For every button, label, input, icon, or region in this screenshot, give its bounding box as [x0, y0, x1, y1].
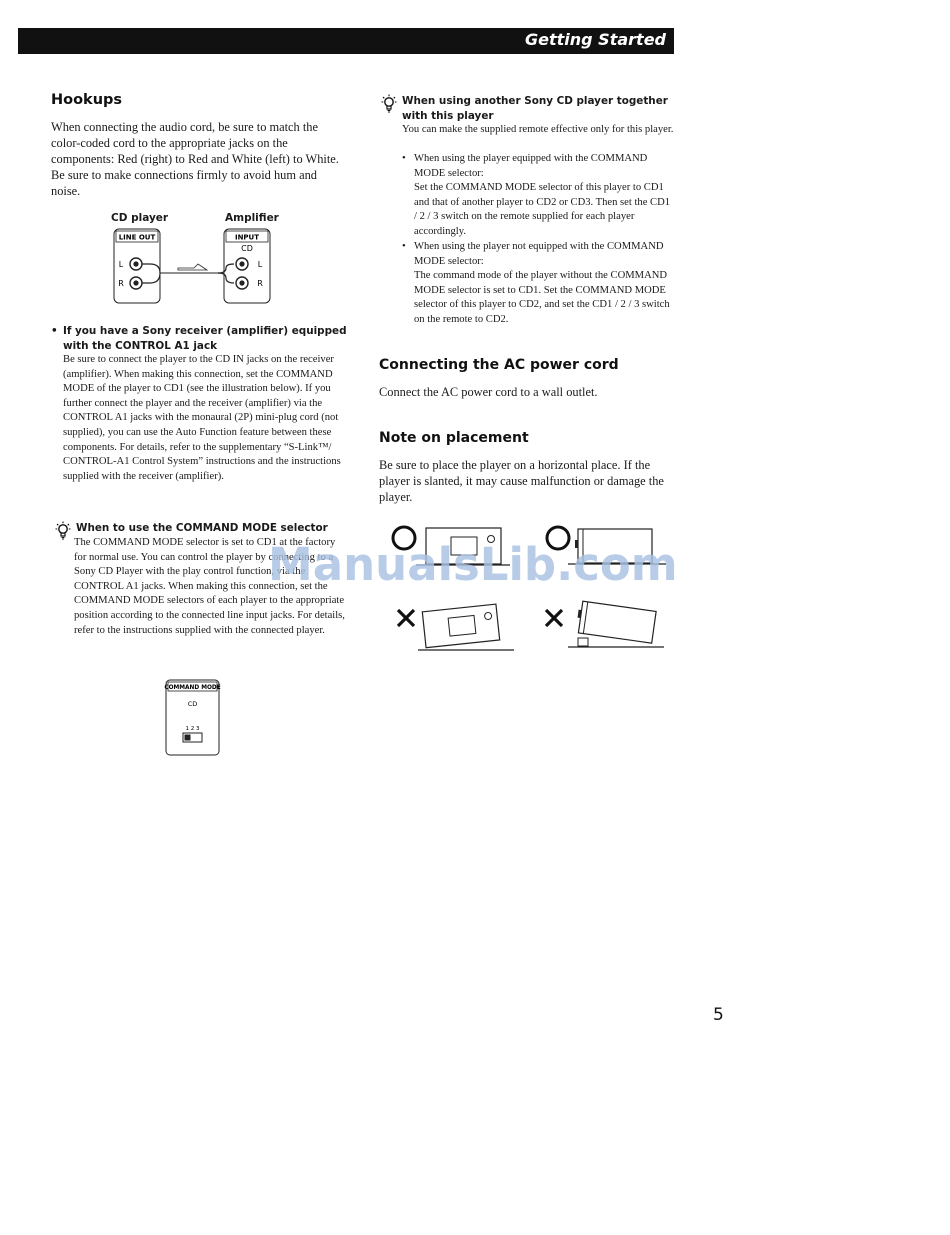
hookups-heading: Hookups	[51, 92, 123, 108]
another-player-heading: When using another Sony CD player together with this player	[402, 95, 668, 122]
header-bar	[18, 28, 674, 54]
line-out-label: LINE OUT	[118, 233, 156, 242]
command-mode-selector-illustration	[164, 678, 222, 758]
receiver-body: Be sure to connect the player to the CD IN jacks on the receiver (amplifier). When making this connection, set the COMMAND MODE of the player to CD1 (see the illustration below). If you further connect the player and the receiver (amplifier) via the CONTROL A1 jacks with the monaural (2P) mini-plug cord (not supplied), you can use the Auto Function feature between these components. For details, refer to the supplementary “S-Link™/ CONTROL-A1 Control System” instructions and the instructions supplied with the receiver (amplifier).	[63, 354, 341, 482]
left-channel-label: L	[118, 260, 124, 269]
ac-power-body: Connect the AC power cord to a wall outlet.	[379, 385, 598, 399]
hookups-intro: When connecting the audio cord, be sure to match the color-coded cord to the appropriate jacks on the components: Red (right) to Red and White (left) to White. Be sure to make connections firmly to avoid hum and noise.	[51, 120, 339, 198]
amplifier-label: Amplifier	[225, 212, 279, 224]
placement-heading: Note on placement	[379, 430, 529, 446]
command-mode-tip-body: The COMMAND MODE selector is set to CD1 at the factory for normal use. You can control the player by connecting to a Sony CD Player with the play control function, via the CONTROL A1 jacks. When making this connection, set the COMMAND MODE selectors of each player to the appropriate position according to the connected line input jacks. For details, refer to the instructions supplied with the connected player.	[74, 537, 345, 636]
right-channel-label: R	[118, 279, 124, 288]
selector-switch-knob	[185, 735, 191, 741]
lightbulb-tip-icon	[55, 521, 71, 541]
bullet-1-text: Set the COMMAND MODE selector of this player to CD1 and that of another player to CD2 or CD3. Then set the CD1 / 2 / 3 switch on the remote supplied for each player accordingly.	[414, 182, 671, 237]
another-player-bullet-1	[402, 152, 674, 240]
cd-player-label: CD player	[111, 212, 169, 224]
incorrect-mark-icon	[398, 610, 414, 626]
input-label: INPUT	[234, 233, 260, 242]
selector-cd-label: CD	[187, 700, 198, 708]
receiver-heading: • If you have a Sony receiver (amplifier) equipped with the CONTROL A1 jack	[51, 324, 363, 353]
another-player-intro: You can make the supplied remote effective only for this player.	[402, 124, 674, 135]
amp-right-label: R	[257, 279, 263, 288]
placement-body: Be sure to place the player on a horizontal place. If the player is slanted, it may cause malfunction or damage the player.	[379, 458, 664, 504]
bullet-1-lead: • When using the player equipped with the COMMAND MODE selector:	[402, 152, 674, 181]
another-player-bullet-2	[402, 240, 678, 328]
selector-positions: 1 2 3	[185, 726, 200, 732]
ac-power-heading: Connecting the AC power cord	[379, 357, 619, 373]
incorrect-mark-icon	[546, 610, 562, 626]
signal-arrow-icon	[178, 264, 207, 270]
connection-diagram	[108, 226, 278, 308]
watermark: ManualsLib.com	[268, 538, 678, 591]
lightbulb-tip-icon	[381, 94, 397, 114]
command-mode-tip-heading: When to use the COMMAND MODE selector	[76, 522, 328, 534]
command-mode-title: COMMAND MODE	[164, 685, 221, 691]
section-title: Getting Started	[525, 30, 666, 49]
input-cd-label: CD	[241, 244, 253, 253]
bullet-2-text: The command mode of the player without the COMMAND MODE selector is set to CD1. Set the COMMAND MODE selector of this player to CD2, and set the CD1 / 2 / 3 switch on the remote to CD2.	[414, 270, 670, 325]
page-number: 5	[713, 1005, 724, 1025]
bullet-2-lead: • When using the player not equipped with the COMMAND MODE selector:	[402, 240, 678, 269]
amp-left-label: L	[257, 260, 263, 269]
